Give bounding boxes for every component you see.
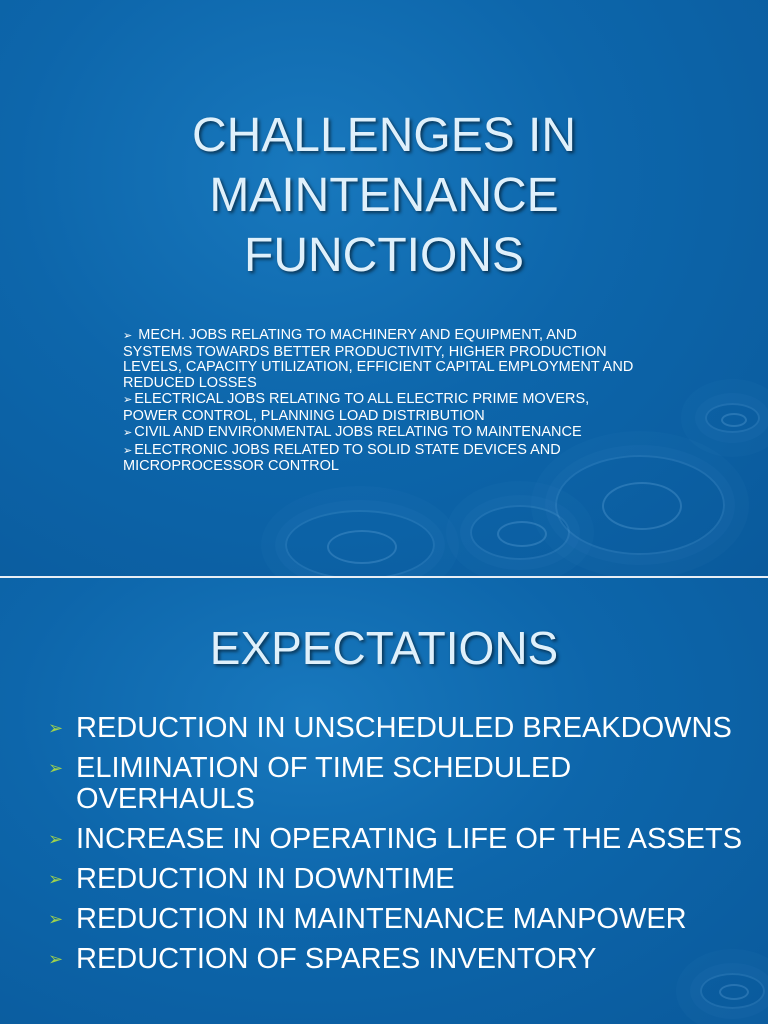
arrowhead-bullet-icon: ➢ <box>123 427 133 439</box>
expectations-list <box>48 713 748 984</box>
list-item: ➢ CIVIL AND ENVIRONMENTAL JOBS RELATING TO MAINTENANCE <box>123 424 582 440</box>
slide-title <box>0 106 768 286</box>
list-item: ➢ REDUCTION OF SPARES INVENTORY <box>48 943 597 975</box>
list-item: ➢ REDUCTION IN MAINTENANCE MANPOWER <box>48 903 687 935</box>
arrowhead-bullet-icon: ➢ <box>48 949 64 969</box>
list-item: ➢ ELECTRICAL JOBS RELATING TO ALL ELECTRIC PRIME MOVERS, POWER CONTROL, PLANNING LOAD DISTRIBUTION <box>123 391 590 424</box>
list-item: ➢ REDUCTION IN DOWNTIME <box>48 863 455 895</box>
arrowhead-bullet-icon: ➢ <box>48 758 64 778</box>
slide-title: EXPECTATIONS <box>209 622 559 674</box>
list-item: ➢ REDUCTION IN UNSCHEDULED BREAKDOWNS <box>48 712 732 744</box>
arrowhead-bullet-icon: ➢ <box>123 330 133 342</box>
title-line: FUNCTIONS <box>244 229 524 282</box>
arrowhead-bullet-icon: ➢ <box>48 909 64 929</box>
challenges-list <box>123 328 643 476</box>
arrowhead-bullet-icon: ➢ <box>123 444 133 457</box>
arrowhead-bullet-icon: ➢ <box>48 718 64 738</box>
list-item: ➢ ELIMINATION OF TIME SCHEDULED OVERHAULS <box>48 752 572 815</box>
list-item: ➢ MECH. JOBS RELATING TO MACHINERY AND EQUIPMENT, AND SYSTEMS TOWARDS BETTER PRODUCTIVITY, HIGHER PRODUCTION LEVELS, CAPACITY UTILIZATION, EFFICIENT CAPITAL EMPLOYMENT AND REDUCED LOSSES <box>123 327 634 391</box>
title-line: CHALLENGES IN <box>191 109 577 162</box>
slide-expectations <box>0 578 768 1024</box>
list-item: ➢ INCREASE IN OPERATING LIFE OF THE ASSETS <box>48 823 743 855</box>
list-item: ➢ ELECTRONIC JOBS RELATED TO SOLID STATE DEVICES AND MICROPROCESSOR CONTROL <box>123 441 561 474</box>
water-ripple-decoration <box>705 403 760 433</box>
water-ripple-decoration <box>285 510 435 576</box>
title-line: MAINTENANCE <box>209 169 559 222</box>
arrowhead-bullet-icon: ➢ <box>48 869 64 889</box>
arrowhead-bullet-icon: ➢ <box>123 394 133 406</box>
arrowhead-bullet-icon: ➢ <box>48 829 64 849</box>
water-ripple-decoration <box>470 505 570 560</box>
